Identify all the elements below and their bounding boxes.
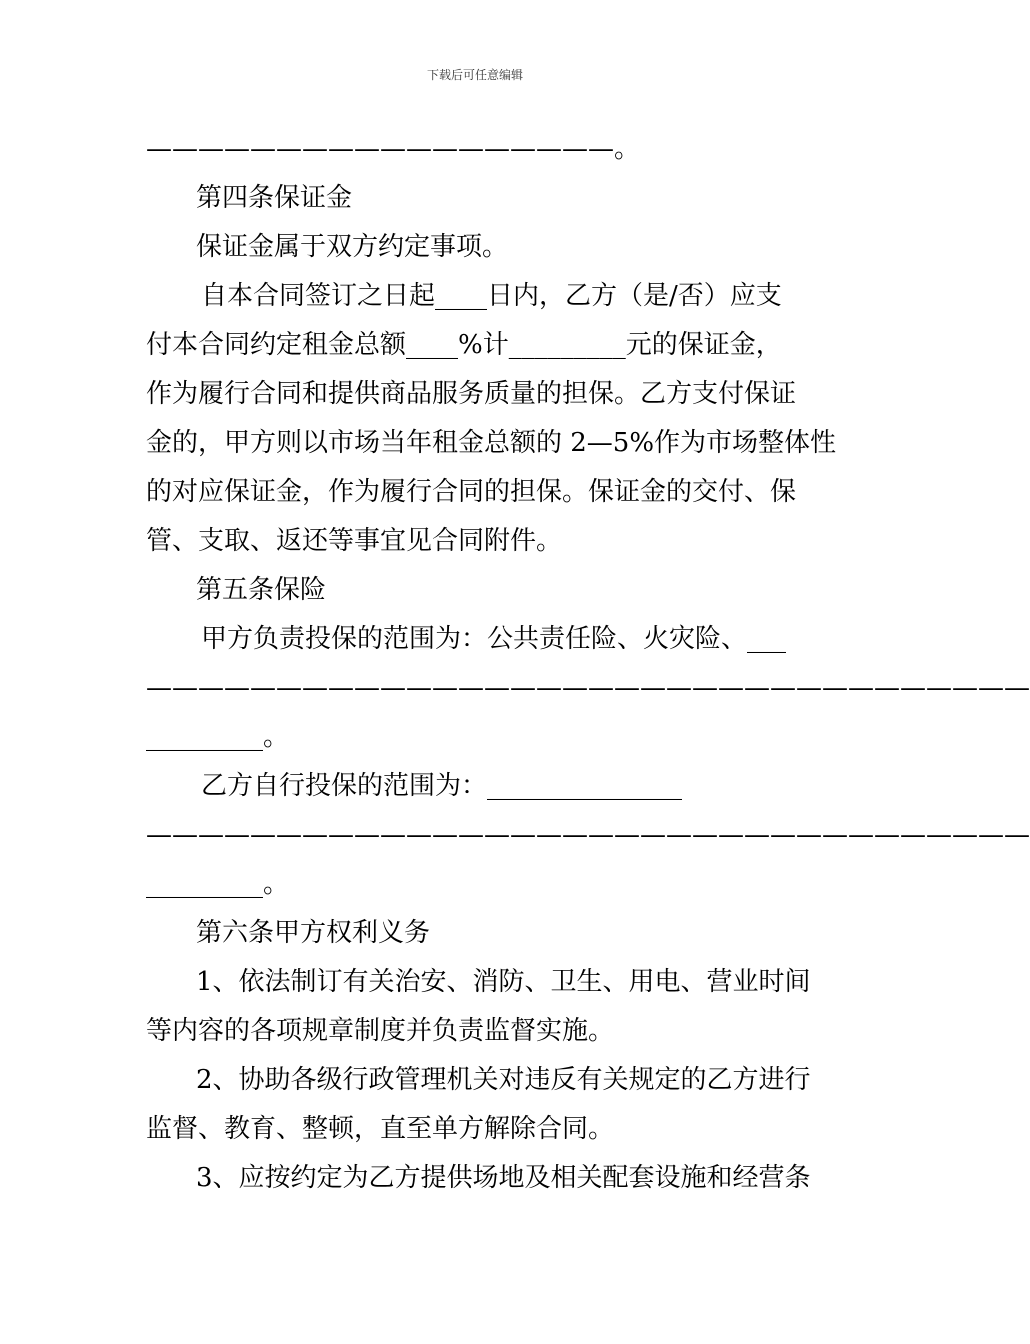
- document-body: [146, 125, 1030, 1203]
- paragraph-line: 作为履行合同和提供商品服务质量的担保。乙方支付保证: [146, 379, 797, 409]
- paragraph-line: 甲方负责投保的范围为：公共责任险、火灾险、___: [201, 624, 787, 654]
- article-5-title: 第五条保险: [196, 575, 327, 605]
- paragraph-line: 金的，甲方则以市场当年租金总额的 2—5%作为市场整体性: [146, 428, 837, 458]
- page-header: 下载后可任意编辑: [426, 68, 523, 82]
- paragraph-line: 保证金属于双方约定事项。: [196, 232, 509, 262]
- paragraph-line: 管、支取、返还等事宜见合同附件。: [146, 526, 563, 556]
- paragraph-line: 乙方自行投保的范围为：_______________: [201, 771, 683, 801]
- article-4-title: 第四条保证金: [196, 183, 353, 213]
- blank-line: ——————————————————————————————————: [146, 820, 1030, 850]
- blank-line-end: ——————————————————。: [146, 134, 641, 164]
- paragraph-line: 2、协助各级行政管理机关对违反有关规定的乙方进行: [196, 1065, 811, 1095]
- paragraph-line: 等内容的各项规章制度并负责监督实施。: [146, 1016, 615, 1046]
- paragraph-line: 自本合同签订之日起____日内，乙方（是/否）应支: [201, 281, 782, 311]
- blank-line: ——————————————————————————————————: [146, 673, 1030, 703]
- article-6-title: 第六条甲方权利义务: [196, 918, 431, 948]
- paragraph-line: 1、依法制订有关治安、消防、卫生、用电、营业时间: [196, 967, 811, 997]
- paragraph-line: 监督、教育、整顿，直至单方解除合同。: [146, 1114, 615, 1144]
- paragraph-line: 的对应保证金，作为履行合同的担保。保证金的交付、保: [146, 477, 797, 507]
- paragraph-line: 付本合同约定租金总额____%计_________元的保证金，: [146, 330, 782, 360]
- blank-line-end: _________。: [146, 722, 290, 752]
- paragraph-line: 3、应按约定为乙方提供场地及相关配套设施和经营条: [196, 1163, 811, 1193]
- blank-line-end: _________。: [146, 869, 290, 899]
